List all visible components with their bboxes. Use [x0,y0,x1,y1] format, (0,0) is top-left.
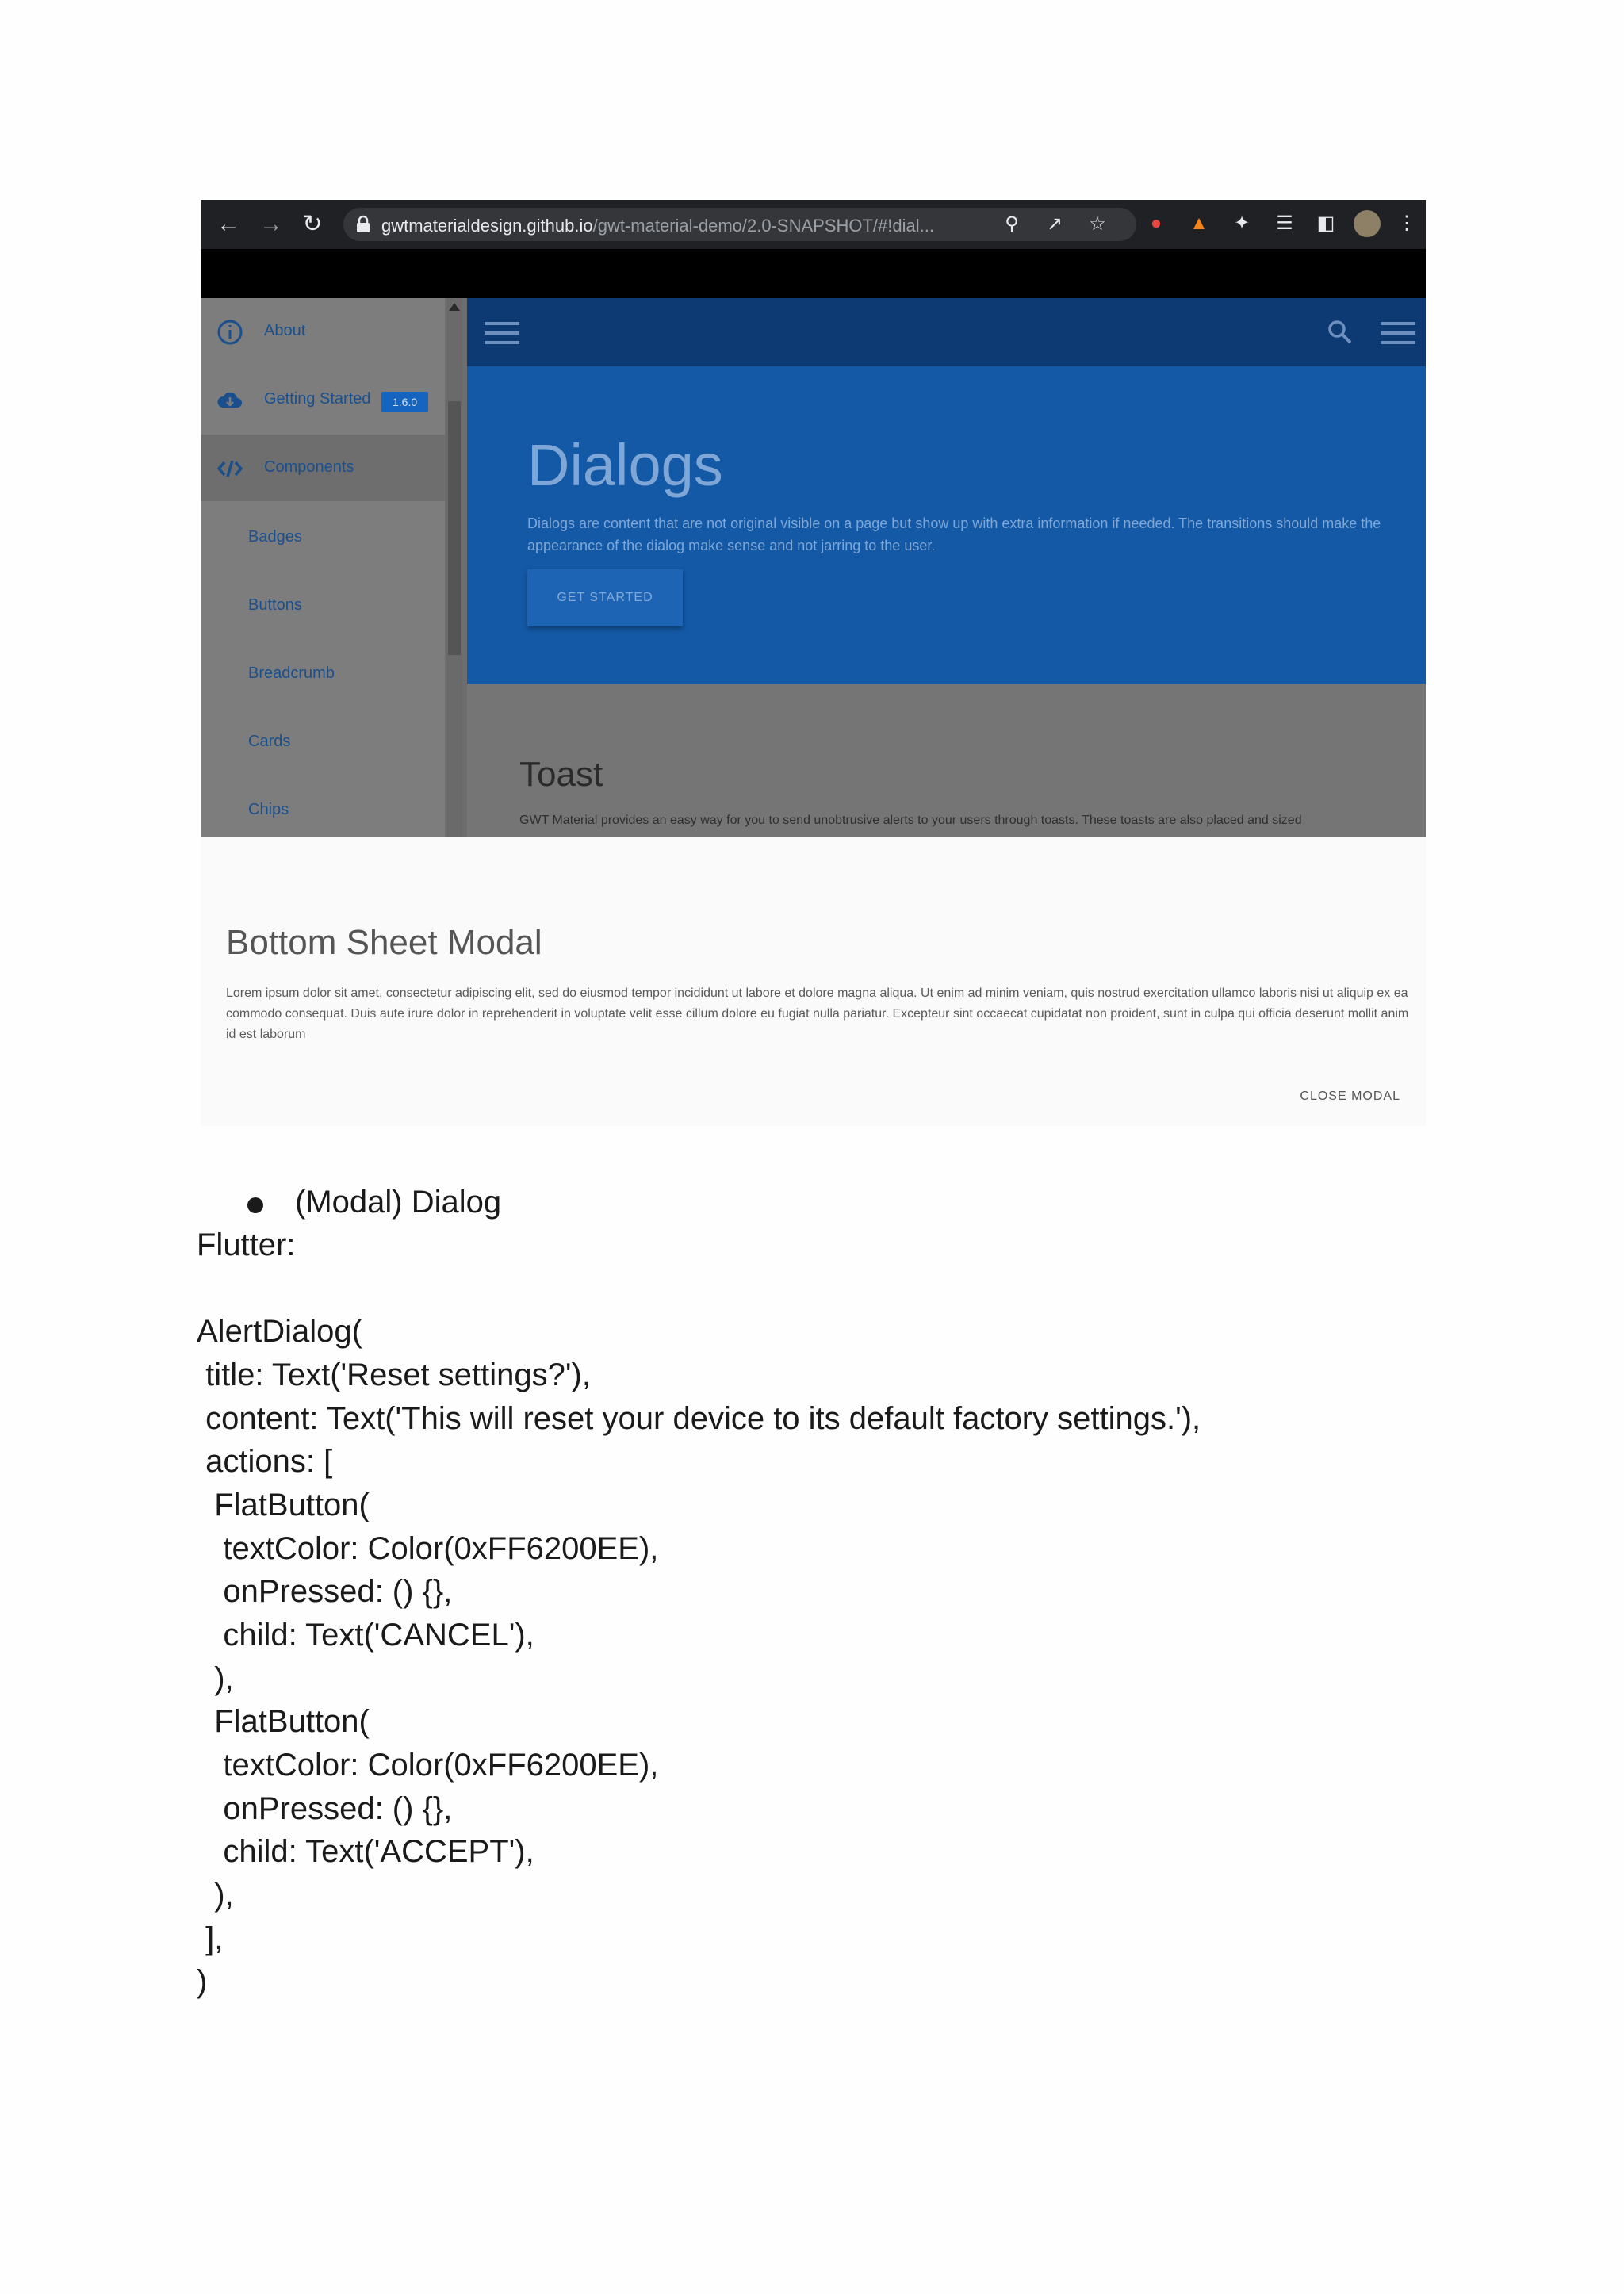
sidebar-item-label: Badges [248,528,302,546]
scroll-up-arrow-icon[interactable] [449,303,460,311]
code-line: child: Text('ACCEPT'), [197,1834,534,1869]
sidebar-item-breadcrumb[interactable] [201,639,445,707]
modal-title: Bottom Sheet Modal [226,923,542,962]
code-line: onPressed: () {}, [197,1574,453,1609]
reload-icon[interactable]: ↻ [302,211,323,237]
code-line: Flutter: [197,1227,296,1262]
toast-section [467,684,1426,837]
sidebar-item-label: Cards [248,733,291,750]
kebab-menu-icon[interactable]: ⋮ [1397,213,1416,234]
code-line: content: Text('This will reset your device to its default factory settings.'), [197,1401,1201,1436]
sidebar-item-getting-started[interactable] [201,366,445,433]
code-line: textColor: Color(0xFF6200EE), [197,1748,659,1783]
sidebar-item-chips[interactable] [201,776,445,844]
sidebar-item-components[interactable] [201,435,445,501]
page-title: Dialogs [527,432,723,498]
share-icon[interactable]: ↗ [1046,213,1063,235]
sidebar-item-label: Buttons [248,596,302,614]
forward-icon[interactable]: → [259,211,283,237]
info-icon [216,319,243,346]
code-icon [216,455,243,482]
sidebar-item-label: Breadcrumb [248,664,335,682]
code-line: child: Text('CANCEL'), [197,1618,534,1653]
get-started-button[interactable]: GET STARTED [527,569,683,626]
zoom-icon[interactable]: ⚲ [1005,213,1019,235]
url-host: gwtmaterialdesign.github.io [381,216,593,236]
demo-app [201,298,1426,837]
bullet-icon [247,1197,263,1213]
sidebar-item-label: Getting Started [264,390,371,408]
sidebar-item-badges[interactable] [201,503,445,571]
page-description: Dialogs are content that are not original visible on a page but show up with extra information if needed. The transitions should make the appearance of the dialog make sense and not jarring to the user. [527,515,1381,553]
sidebar-item-label: Components [264,458,354,476]
puzzle-icon[interactable]: ✦ [1233,213,1251,234]
back-icon[interactable]: ← [216,211,240,237]
star-icon[interactable]: ☆ [1089,213,1106,235]
side-panel-icon[interactable]: ◧ [1316,213,1335,234]
code-line: ], [197,1921,224,1956]
more-menu-icon[interactable] [1381,320,1415,346]
code-line: AlertDialog( [197,1314,362,1349]
code-line: actions: [ [197,1444,333,1479]
code-line: FlatButton( [197,1488,370,1522]
section-title: Toast [519,755,603,794]
bottom-sheet-modal [201,837,1426,1126]
sidebar-item-label: About [264,322,306,339]
metamask-icon[interactable]: ▲ [1189,213,1208,234]
app-top-bar [467,298,1426,366]
browser-chrome [201,200,1426,298]
sidebar-item-label: Chips [248,801,289,818]
embedded-screenshot [201,200,1426,1126]
extension-icon[interactable]: ● [1150,213,1162,234]
media-control-icon[interactable]: ☰ [1276,213,1293,234]
cloud-download-icon [216,387,243,414]
code-line: title: Text('Reset settings?'), [197,1358,591,1392]
sidebar [201,298,445,837]
code-line: onPressed: () {}, [197,1791,453,1826]
search-icon[interactable] [1327,319,1354,346]
hamburger-menu-icon[interactable] [485,320,519,346]
version-badge: 1.6.0 [381,392,428,412]
sidebar-item-cards[interactable] [201,707,445,776]
code-line: ), [197,1878,234,1913]
address-bar[interactable] [343,208,1136,241]
avatar[interactable] [1354,210,1381,237]
section-description: GWT Material provides an easy way for you to send unobtrusive alerts to your users through toasts. These toasts are also placed and sized [519,814,1302,827]
sidebar-item-buttons[interactable] [201,571,445,639]
close-modal-button[interactable]: CLOSE MODAL [1300,1090,1400,1103]
hero-section [467,366,1426,684]
bullet-item: (Modal) Dialog [295,1185,502,1220]
code-line: ), [197,1661,234,1696]
lock-icon [354,215,372,234]
code-line: ) [197,1964,208,1999]
url-path: /gwt-material-demo/2.0-SNAPSHOT/#!dial... [592,216,934,236]
scrollbar-thumb[interactable] [448,401,461,655]
code-line: FlatButton( [197,1704,370,1739]
modal-body: Lorem ipsum dolor sit amet, consectetur adipiscing elit, sed do eiusmod tempor incididunt ut labore et dolore magna aliqua. Ut enim ad minim veniam, quis nostrud exercitation ullamco laboris nisi ut aliquip ex ea commodo consequat. Duis aute irure dolor in reprehenderit in voluptate velit esse cillum dolore eu fugiat nulla pariatur. Excepteur sint occaecat cupidatat non proident, sunt in culpa qui officia deserunt mollit anim id est laborum [226,986,1409,1041]
url-text [381,216,934,236]
sidebar-item-about[interactable] [201,298,445,365]
browser-toolbar [201,200,1426,249]
code-line: textColor: Color(0xFF6200EE), [197,1531,659,1566]
